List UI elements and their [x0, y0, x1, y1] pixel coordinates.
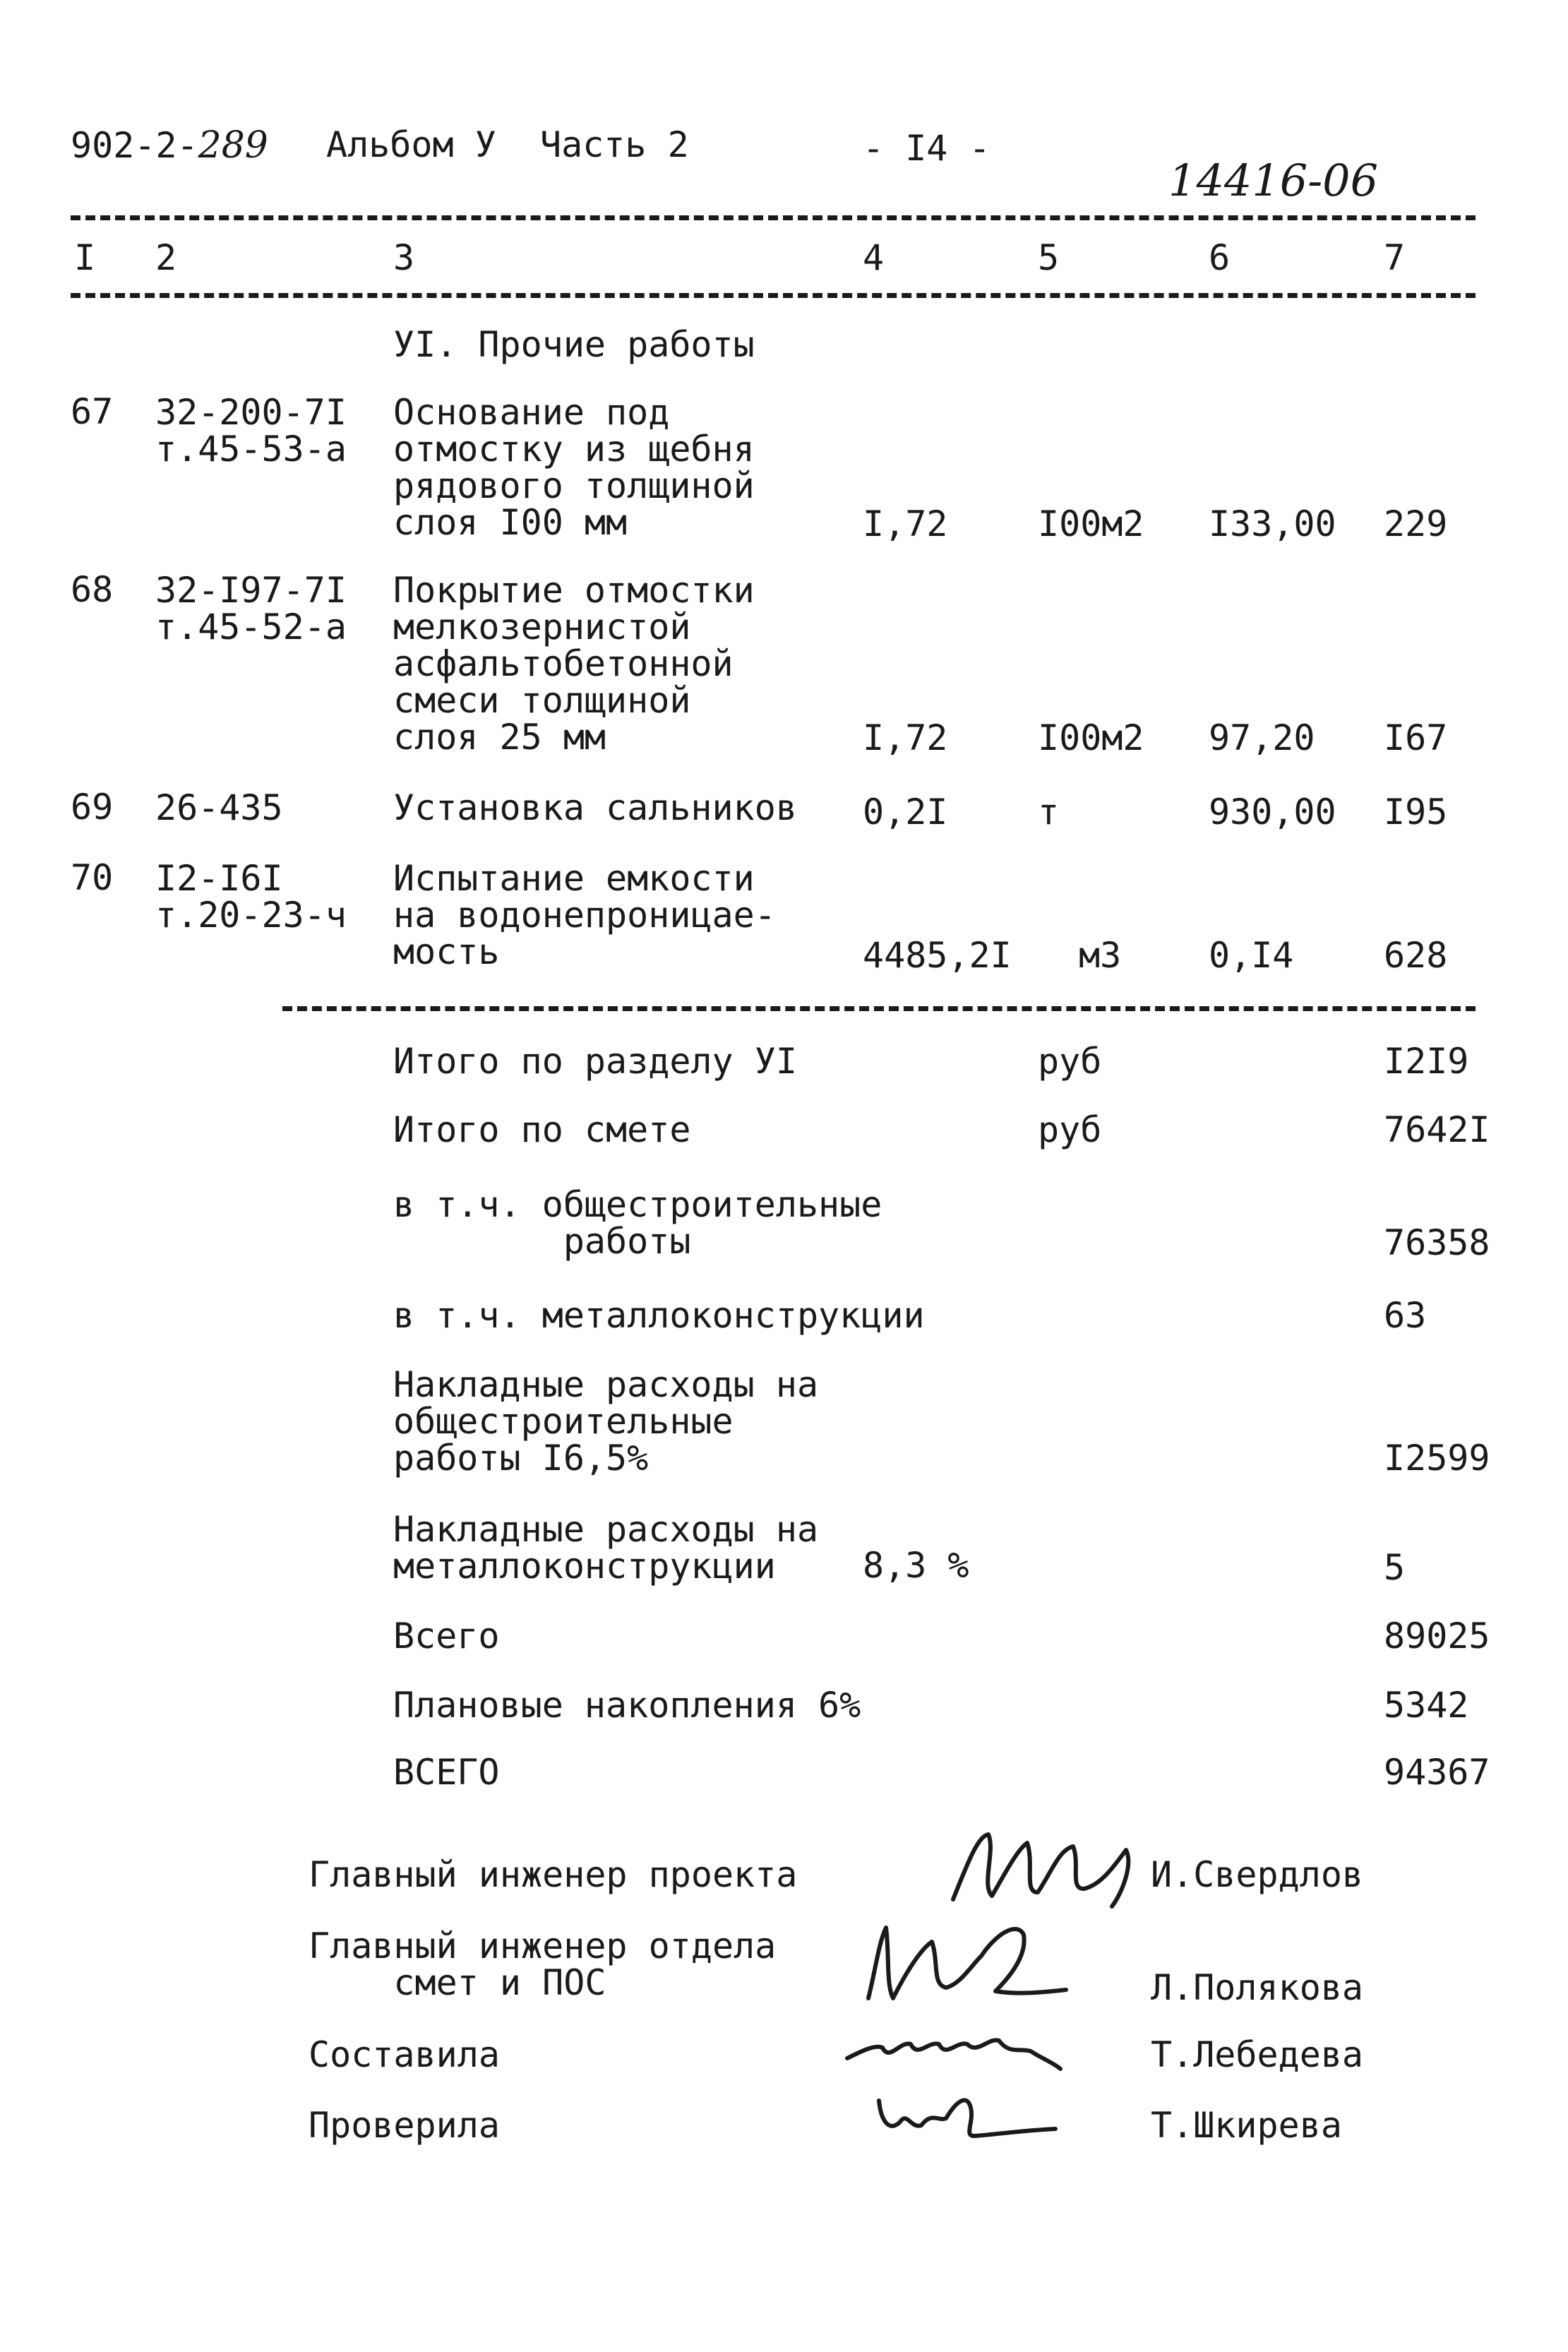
part-label: Часть 2: [540, 124, 689, 165]
totals-label: в т.ч. общестроительные работы: [393, 1184, 882, 1262]
row-unit: I00м2: [1038, 717, 1144, 758]
signatory-role: Проверила: [309, 2105, 500, 2146]
row-unit-price: 930,00: [1209, 792, 1336, 832]
inventory-number: 14416-06: [1168, 155, 1379, 206]
totals-value: 63: [1384, 1295, 1427, 1336]
row-unit: т: [1038, 792, 1060, 832]
totals-label: Итого по разделу УI: [393, 1041, 797, 1082]
totals-value: I2I9: [1384, 1041, 1469, 1082]
row-quantity: I,72: [863, 717, 948, 758]
totals-value: I2599: [1384, 1438, 1490, 1479]
header-divider-bottom: [71, 293, 1476, 298]
row-total: 628: [1384, 935, 1448, 976]
row-code: 32-I97-7I т.45-52-а: [155, 570, 347, 647]
column-header-7: 7: [1384, 237, 1406, 278]
column-header-2: 2: [155, 237, 177, 278]
column-header-6: 6: [1209, 237, 1231, 278]
totals-value: 94367: [1384, 1752, 1490, 1793]
row-code: 32-200-7I т.45-53-а: [155, 392, 347, 470]
row-name: Испытание емкости на водонепроницае- мость: [393, 858, 776, 972]
row-name: Покрытие отмостки мелкозернистой асфальтобетонной смеси толщиной слоя 25 мм: [393, 570, 755, 758]
row-unit-price: I33,00: [1209, 503, 1336, 544]
row-quantity: 0,2I: [863, 792, 948, 832]
row-code: 26-435: [155, 787, 283, 828]
signature-mark: [840, 2019, 1066, 2076]
column-header-3: 3: [393, 237, 415, 278]
signatory-name: Т.Шкирева: [1151, 2105, 1342, 2146]
section-title: УI. Прочие работы: [393, 324, 755, 365]
page-number: - I4 -: [863, 128, 991, 169]
totals-label: Накладные расходы на общестроительные работы I6,5%: [393, 1364, 819, 1479]
totals-percent: 8,3 %: [863, 1545, 969, 1586]
row-quantity: 4485,2I: [863, 935, 1012, 976]
row-total: I95: [1384, 792, 1448, 832]
signatory-role: Составила: [309, 2034, 500, 2075]
column-header-4: 4: [863, 237, 885, 278]
totals-unit: руб: [1038, 1041, 1102, 1082]
row-code: I2-I6I т.20-23-ч: [155, 858, 347, 936]
row-unit: м3: [1079, 935, 1122, 976]
signature-mark: [939, 1822, 1165, 1914]
row-number: 70: [71, 857, 114, 898]
signatory-role: Главный инженер отдела смет и ПОС: [309, 1926, 777, 2003]
signatory-role: Главный инженер проекта: [309, 1854, 798, 1895]
column-header-5: 5: [1038, 237, 1060, 278]
signature-mark: [854, 1906, 1080, 2012]
totals-value: 7642I: [1384, 1109, 1490, 1150]
doc-code-prefix: 902-2-: [71, 125, 198, 166]
album-label: Альбом У: [326, 124, 496, 165]
totals-label: Плановые накопления 6%: [393, 1685, 861, 1726]
row-unit: I00м2: [1038, 503, 1144, 544]
row-unit-price: 0,I4: [1209, 935, 1294, 976]
header-divider-top: [71, 215, 1476, 220]
row-number: 68: [71, 569, 114, 610]
row-number: 69: [71, 787, 114, 828]
row-name: Основание под отмостку из щебня рядового толщиной слоя I00 мм: [393, 392, 755, 543]
totals-label: Накладные расходы на металлоконструкции: [393, 1509, 819, 1587]
doc-code: [71, 124, 268, 167]
totals-label: Итого по смете: [393, 1109, 691, 1150]
row-number: 67: [71, 391, 114, 432]
row-name: Установка сальников: [393, 787, 797, 828]
signatory-name: И.Свердлов: [1151, 1854, 1364, 1895]
row-quantity: I,72: [863, 503, 948, 544]
totals-label: ВСЕГО: [393, 1752, 500, 1793]
totals-label: в т.ч. металлоконструкции: [393, 1295, 925, 1336]
signatory-name: Л.Полякова: [1151, 1967, 1364, 2008]
totals-label: Всего: [393, 1616, 500, 1656]
row-total: I67: [1384, 717, 1448, 758]
signature-mark: [868, 2079, 1066, 2150]
totals-value: 76358: [1384, 1222, 1490, 1263]
row-total: 229: [1384, 503, 1448, 544]
totals-value: 5: [1384, 1547, 1406, 1588]
row-unit-price: 97,20: [1209, 717, 1315, 758]
totals-divider: [282, 1006, 1476, 1011]
column-header-1: I: [74, 237, 96, 278]
totals-value: 89025: [1384, 1616, 1490, 1656]
doc-code-number: 289: [198, 124, 268, 167]
totals-value: 5342: [1384, 1685, 1469, 1726]
totals-unit: руб: [1038, 1109, 1102, 1150]
signatory-name: Т.Лебедева: [1151, 2034, 1364, 2075]
